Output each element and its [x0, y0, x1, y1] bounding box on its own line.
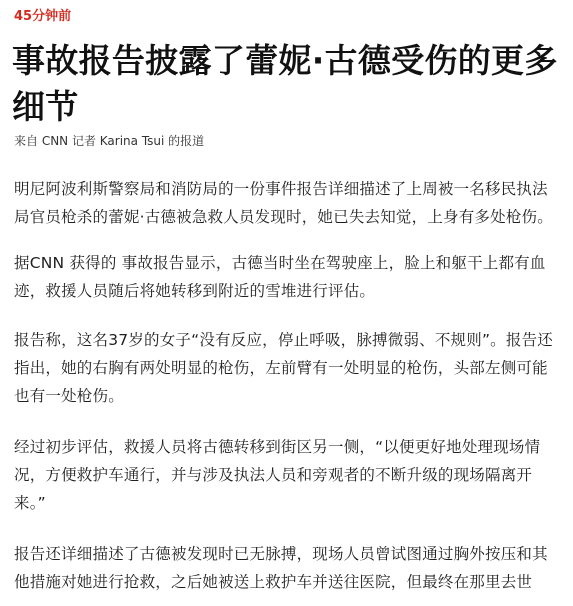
article-paragraph: 报告还详细描述了古德被发现时已无脉搏，现场人员曾试图通过胸外按压和其他措施对她进行抢救，之后她被送上救护车并送往医院，但最终在那里去世: [14, 545, 548, 591]
article-paragraph: 据CNN 获得的 事故报告显示，古德当时坐在驾驶座上，脸上和躯干上都有血迹，救援人员随后将她转移到附近的雪堆进行评估。: [14, 254, 546, 300]
article-timestamp: 45分钟前: [14, 9, 72, 24]
bottom-fade: [0, 592, 573, 606]
article-paragraph: 经过初步评估，救援人员将古德转移到街区另一侧，“以便更好地处理现场情况，方便救护车通行，并与涉及执法人员和旁观者的不断升级的现场隔离开来。”: [14, 438, 541, 512]
article-paragraph: 报告称，这名37岁的女子“没有反应，停止呼吸，脉搏微弱、不规则”。报告还指出，她的右胸有两处明显的枪伤，左前臂有一处明显的枪伤，头部左侧可能也有一处枪伤。: [14, 331, 553, 405]
article-headline: 事故报告披露了蕾妮·古德受伤的更多细节: [12, 41, 558, 126]
article-paragraph: 明尼阿波利斯警察局和消防局的一份事件报告详细描述了上周被一名移民执法局官员枪杀的蕾妮·古德被急救人员发现时，她已失去知觉，上身有多处枪伤。: [14, 180, 553, 226]
article-byline: 来自 CNN 记者 Karina Tsui 的报道: [14, 134, 205, 148]
